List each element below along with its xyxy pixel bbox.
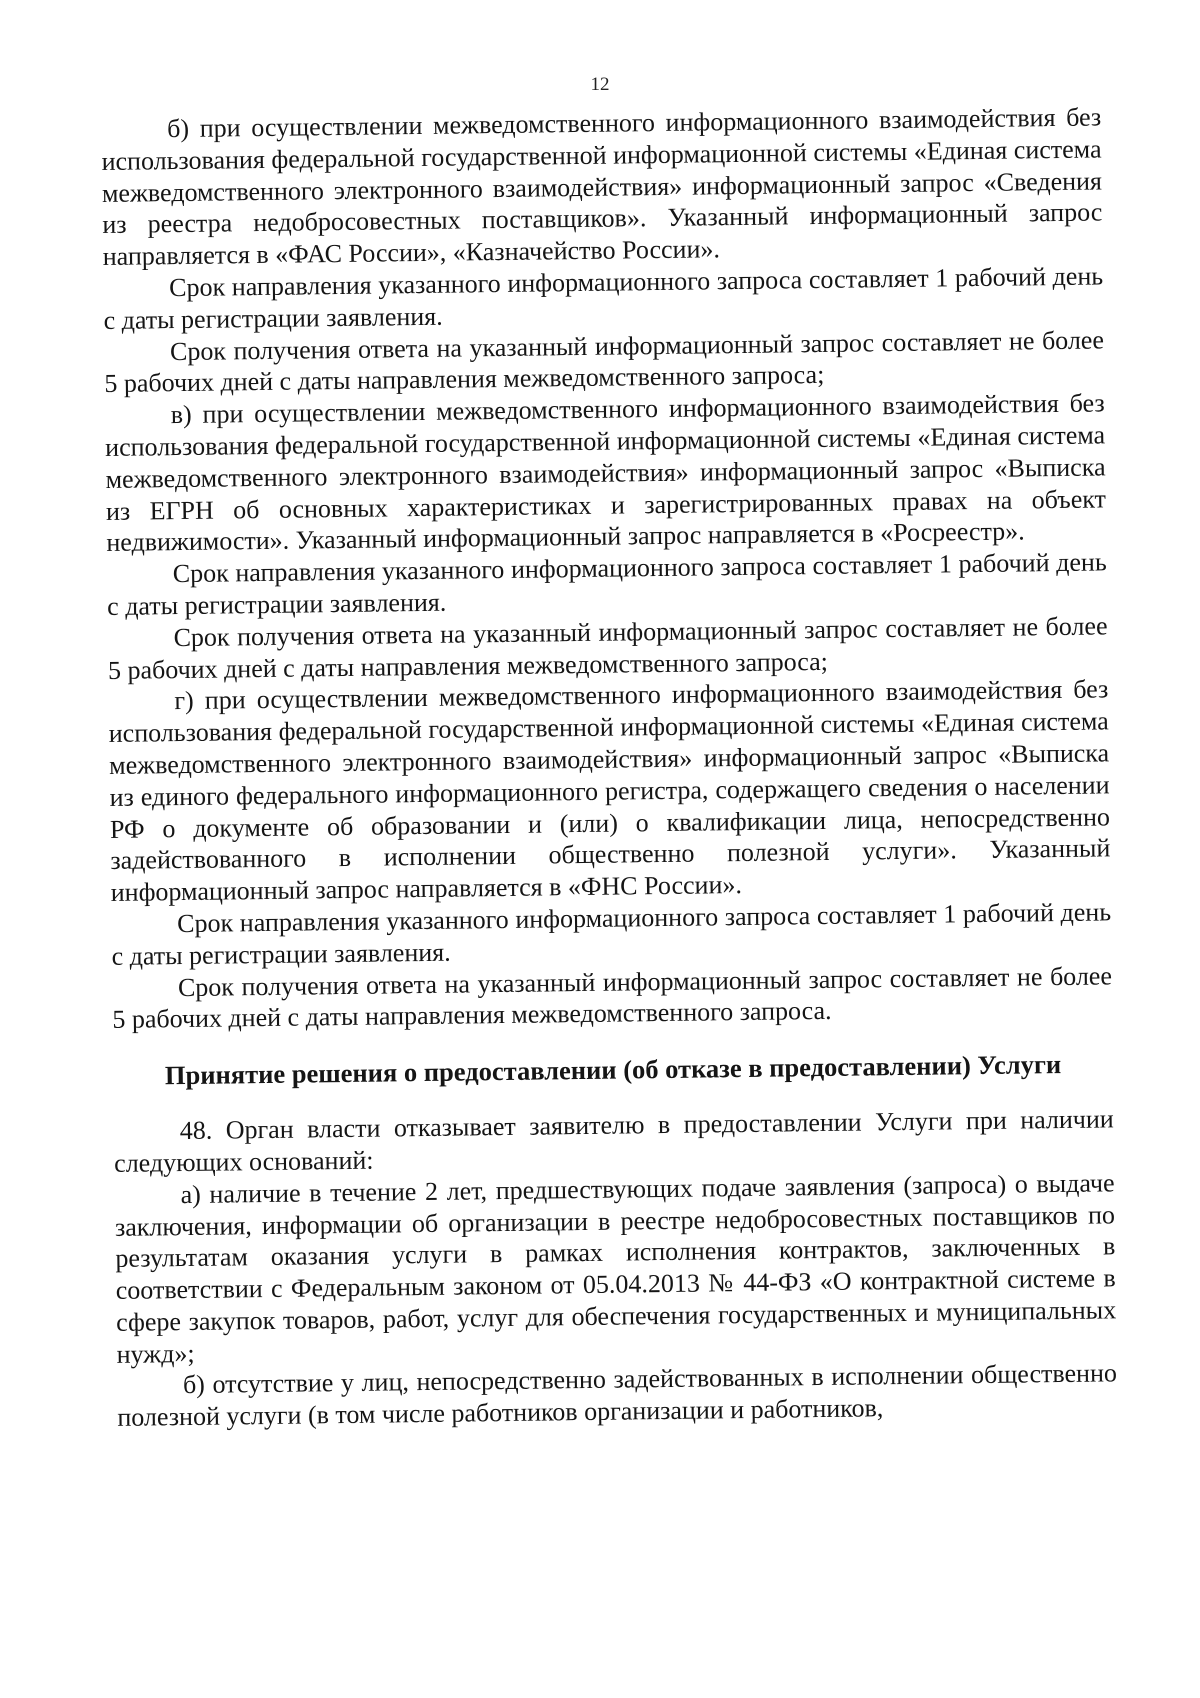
paragraph-request-send-deadline: Срок направления указанного информационного запроса составляет 1 рабочий день с даты регистрации заявления. <box>103 261 1104 335</box>
paragraph-request-send-deadline: Срок направления указанного информационного запроса составляет 1 рабочий день с даты регистрации заявления. <box>111 897 1112 971</box>
section-heading: Принятие решения о предоставлении (об отказе в предоставлении) Услуги <box>164 1049 1062 1091</box>
paragraph-request-send-deadline: Срок направления указанного информационного запроса составляет 1 рабочий день с даты регистрации заявления. <box>107 547 1107 621</box>
document-body <box>101 101 1118 1434</box>
paragraph-response-deadline: Срок получения ответа на указанный информационный запрос составляет не более 5 рабочих дней с даты направления межведомственного запроса. <box>112 960 1113 1035</box>
paragraph-48-refusal-grounds: 48. Орган власти отказывает заявителю в предоставлении Услуги при наличии следующих оснований: <box>114 1104 1114 1178</box>
paragraph-response-deadline: Срок получения ответа на указанный информационный запрос составляет не более 5 рабочих дней с даты направления межведомственного запроса; <box>104 324 1105 399</box>
page-number: 12 <box>590 74 610 95</box>
paragraph-g-fns-request: г) при осуществлении межведомственного информационного взаимодействия без использования федеральной государственной информационной системы «Единая система межведомственного электронного взаимодействия» информационный запрос «Выписка из единого федерального информационного регистра, содержащего сведения о населении РФ о документе об образовании и (или) о квалификации лица, непосредственно задействованного в исполнении общественно полезной услуги». Указанный информационный запрос направляется в «ФНС России». <box>108 674 1111 908</box>
paragraph-b-absence-of-qualification: б) отсутствие у лиц, непосредственно задействованных в исполнении общественно полезной услуги (в том числе работников организации и работников, <box>117 1358 1118 1433</box>
paragraph-b-fas-request: б) при осуществлении межведомственного информационного взаимодействия без использования федеральной государственной информационной системы «Единая система межведомственного электронного взаимодействия» информационный запрос «Сведения из реестра недобросовестных поставщиков». Указанный информационный запрос направляется в «ФАС России», «Казначейство России». <box>101 102 1103 272</box>
paragraph-a-unfair-suppliers-registry: а) наличие в течение 2 лет, предшествующих подаче заявления (запроса) о выдаче заключения, информации об организации в реестре недобросовестных поставщиков по результатам оказания услуги в рамках исполнения контрактов, заключенных в соответствии с Федеральным законом от 05.04.2013 № 44-ФЗ «О контрактной системе в сфере закупок товаров, работ, услуг для обеспечения государственных и муниципальных нужд»; <box>114 1168 1117 1369</box>
paragraph-v-rosreestr-request: в) при осуществлении межведомственного информационного взаимодействия без использования федеральной государственной информационной системы «Единая система межведомственного электронного взаимодействия» информационный запрос «Выписка из ЕГРН об основных характеристиках и зарегистрированных правах на объект недвижимости». Указанный информационный запрос направляется в «Росреестр». <box>105 388 1107 558</box>
paragraph-response-deadline: Срок получения ответа на указанный информационный запрос составляет не более 5 рабочих дней с даты направления межведомственного запроса; <box>107 611 1108 685</box>
